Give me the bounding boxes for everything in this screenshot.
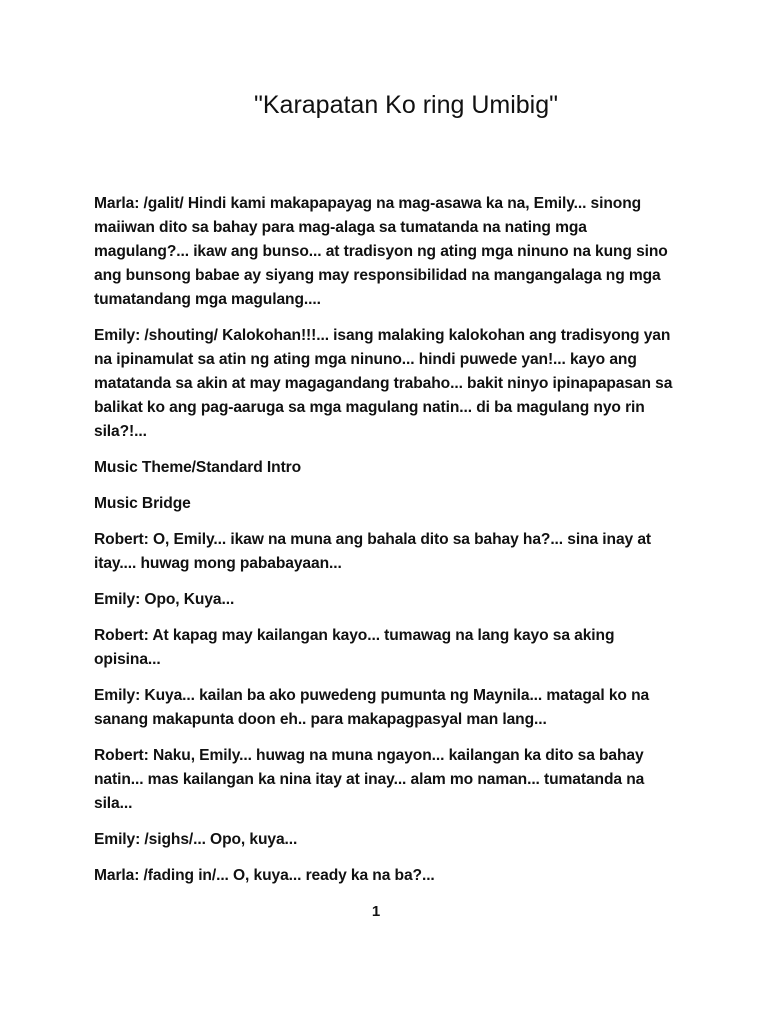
dialogue-paragraph: Marla: /fading in/... O, kuya... ready ka na ba?... — [94, 867, 435, 884]
page-number: 1 — [371, 903, 381, 920]
dialogue-paragraph: Emily: /shouting/ Kalokohan!!!... isang malaking kalokohan ang tradisyong yan na ipinamulat sa atin ng ating mga ninuno... hindi puwede yan!... kayo ang matatanda sa akin at may magagandang trabaho... bakit ninyo ipinapapasan sa balikat ko ang pag-aaruga sa mga magulang natin... di ba magulang nyo rin sila?!... — [94, 327, 673, 440]
document-title: "Karapatan Ko ring Umibig" — [253, 91, 559, 119]
dialogue-paragraph: Robert: Naku, Emily... huwag na muna ngayon... kailangan ka dito sa bahay natin... mas kailangan ka nina itay at inay... alam mo naman... tumatanda na sila... — [94, 747, 645, 812]
dialogue-paragraph: Marla: /galit/ Hindi kami makapapayag na mag-asawa ka na, Emily... sinong maiiwan dito sa bahay para mag-alaga sa tumatanda na nating mga magulang?... ikaw ang bunso... at tradisyon ng ating mga ninuno na kung sino ang bunsong babae ay siyang may responsibilidad na mangangalaga ng mga tumatandang mga magulang.... — [94, 195, 668, 308]
stage-direction: Music Theme/Standard Intro — [94, 459, 302, 476]
dialogue-paragraph: Emily: /sighs/... Opo, kuya... — [94, 831, 298, 848]
dialogue-paragraph: Emily: Kuya... kailan ba ako puwedeng pumunta ng Maynila... matagal ko na sanang makapunta doon eh.. para makapagpasyal man lang... — [94, 687, 650, 728]
dialogue-paragraph: Robert: O, Emily... ikaw na muna ang bahala dito sa bahay ha?... sina inay at itay.... huwag mong pababayaan... — [94, 531, 651, 572]
dialogue-paragraph: Robert: At kapag may kailangan kayo... tumawag na lang kayo sa aking opisina... — [94, 627, 615, 668]
stage-direction: Music Bridge — [94, 495, 191, 512]
dialogue-paragraph: Emily: Opo, Kuya... — [94, 591, 235, 608]
script-body — [94, 192, 684, 900]
